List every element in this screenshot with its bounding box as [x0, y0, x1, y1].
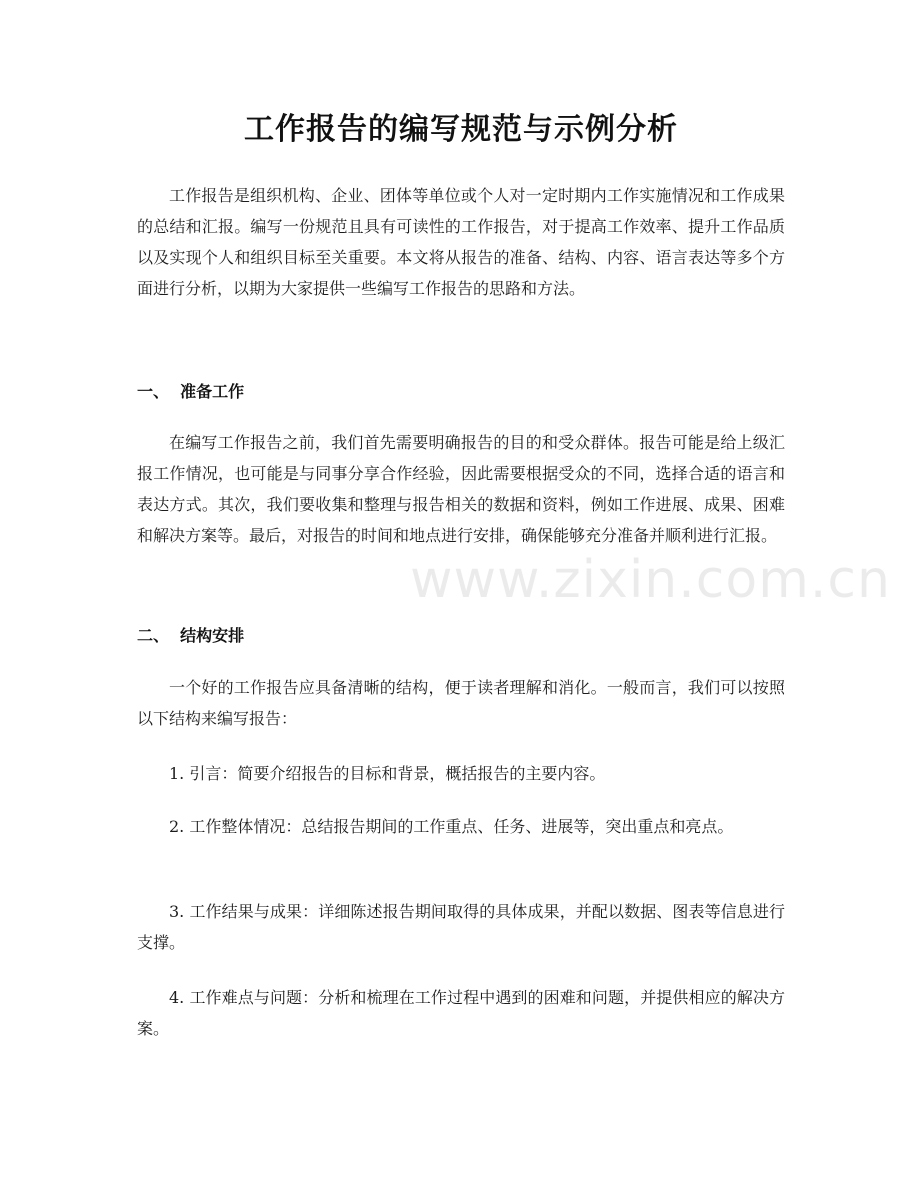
section-body-structure: 一个好的工作报告应具备清晰的结构，便于读者理解和消化。一般而言，我们可以按照以下结构来编写报告：: [137, 678, 785, 728]
list-item: 1. 引言：简要介绍报告的目标和背景，概括报告的主要内容。: [169, 764, 606, 783]
section-body-preparation: 在编写工作报告之前，我们首先需要明确报告的目的和受众群体。报告可能是给上级汇报工作情况，也可能是与同事分享合作经验，因此需要根据受众的不同，选择合适的语言和表达方式。其次，我们要收集和整理与报告相关的数据和资料，例如工作进展、成果、困难和解决方案等。最后，对报告的时间和地点进行安排，确保能够充分准备并顺利进行汇报。: [137, 433, 785, 545]
section-heading-preparation: 一、 准备工作: [137, 382, 245, 401]
list-item: 4. 工作难点与问题：分析和梳理在工作过程中遇到的困难和问题，并提供相应的解决方案。: [137, 988, 785, 1038]
list-item: 2. 工作整体情况：总结报告期间的工作重点、任务、进展等，突出重点和亮点。: [169, 817, 734, 836]
intro-paragraph: 工作报告是组织机构、企业、团体等单位或个人对一定时期内工作实施情况和工作成果的总结和汇报。编写一份规范且具有可读性的工作报告，对于提高工作效率、提升工作品质以及实现个人和组织目标至关重要。本文将从报告的准备、结构、内容、语言表达等多个方面进行分析，以期为大家提供一些编写工作报告的思路和方法。: [137, 186, 785, 298]
list-item: 3. 工作结果与成果：详细陈述报告期间取得的具体成果，并配以数据、图表等信息进行支撑。: [137, 902, 785, 952]
watermark: www.zixin.com.cn: [410, 550, 891, 610]
section-heading-structure: 二、 结构安排: [137, 626, 245, 645]
document-title: 工作报告的编写规范与示例分析: [244, 112, 678, 147]
